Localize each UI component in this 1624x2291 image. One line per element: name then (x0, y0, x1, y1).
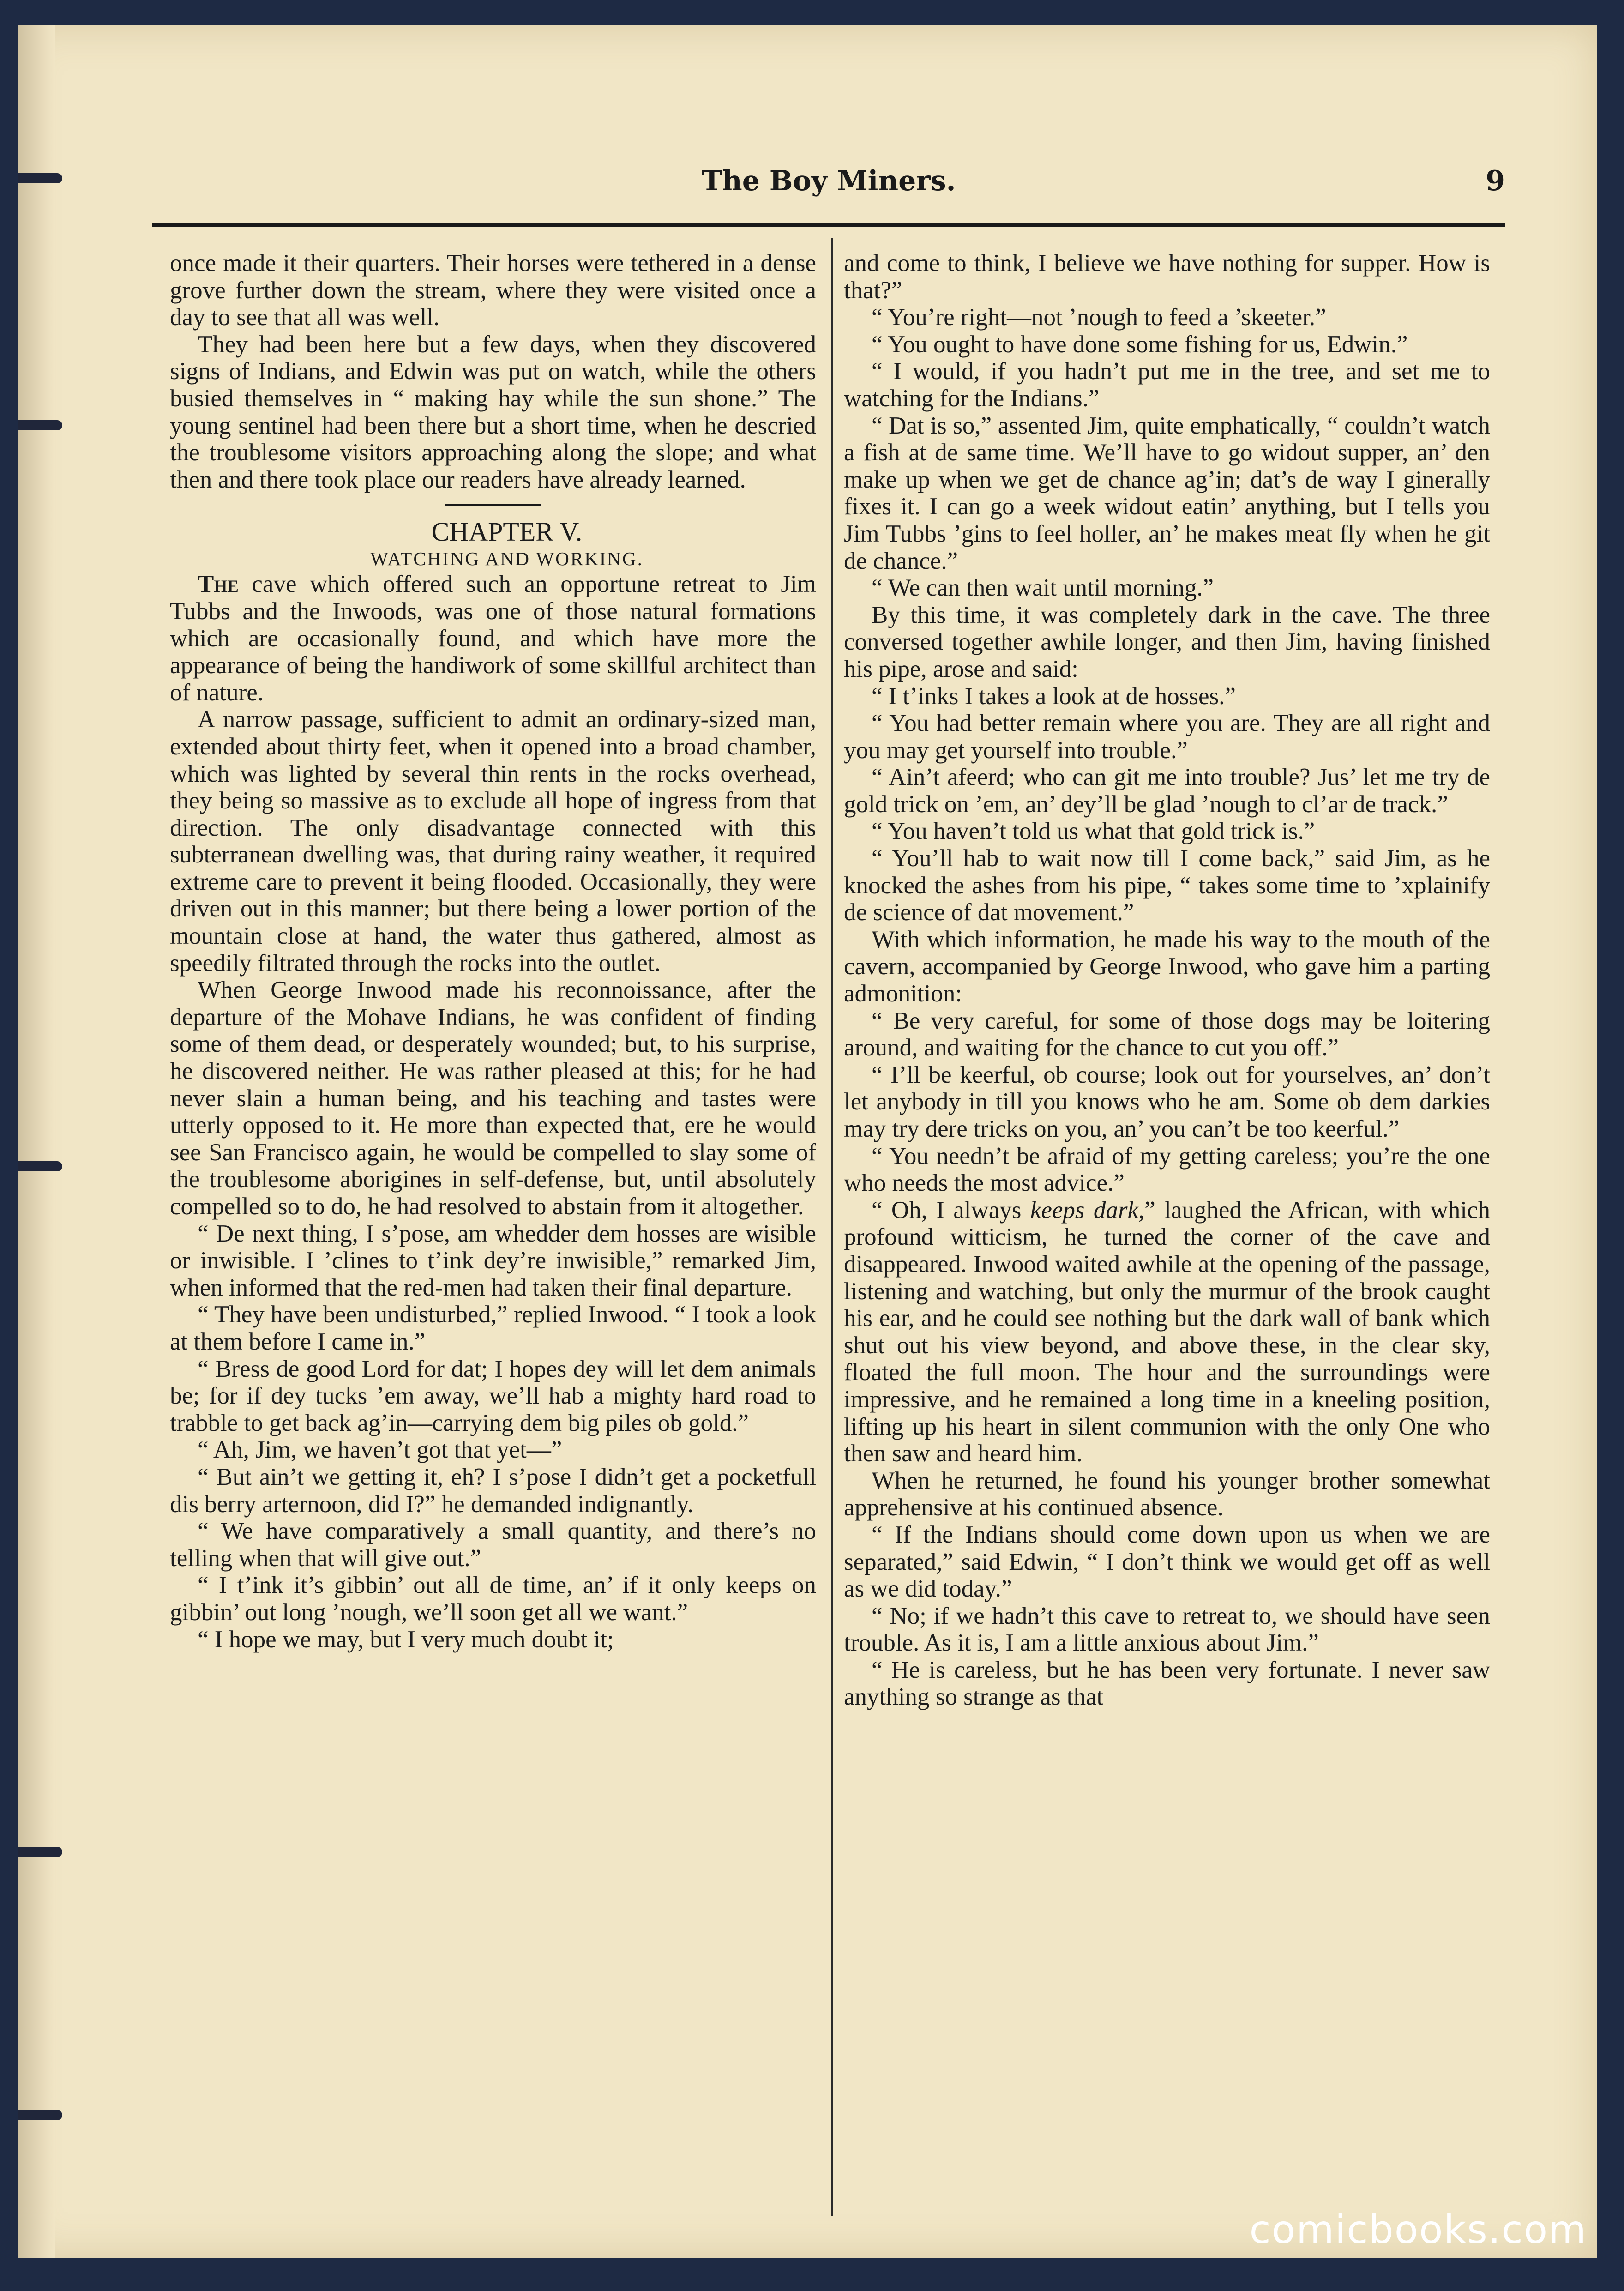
paragraph: “ De next thing, I s’pose, am whedder dem hosses are wisible or inwisible. I ’clines to t’ink dey’re inwisible,” remarked Jim, when informed that the red-men had taken their final departure. (170, 1220, 816, 1301)
paragraph: “ Be very careful, for some of those dogs may be loitering around, and waiting for the chance to cut you off.” (844, 1007, 1490, 1061)
paragraph: “ You’re right—not ’nough to feed a ’skeeter.” (872, 304, 1326, 331)
staple (18, 1847, 62, 1857)
staple (18, 1161, 62, 1171)
paragraph: With which information, he made his way to the mouth of the cavern, accompanied by George Inwood, who gave him a parting admonition: (844, 926, 1490, 1007)
paragraph: When George Inwood made his reconnoissance, after the departure of the Mohave Indians, he was confident of finding some of them dead, or desperately wounded; but, to his surprise, he discovered neither. He was rather pleased at this; for he had never slain a human being, and his teaching and tastes were utterly opposed to it. He more than expected that, ere he would see San Francisco again, he would be compelled to slay some of the troublesome aborigines in self-defense, but, until absolutely compelled so to do, he had resolved to abstain from it altogether. (170, 977, 816, 1220)
paragraph (844, 1197, 1490, 1467)
paragraph: They had been here but a few days, when they discovered signs of Indians, and Edwin was put on watch, while the others busied themselves in “ making hay while the sun shone.” The young sentinel had been there but a short time, when he descried the troublesome visitors approaching along the slope; and what then and there took place our readers have already learned. (170, 331, 816, 493)
paragraph: and come to think, I believe we have nothing for supper. How is that?” (844, 250, 1490, 304)
paragraph: “ You haven’t told us what that gold trick is.” (872, 818, 1315, 845)
paragraph: “ No; if we hadn’t this cave to retreat to, we should have seen trouble. As it is, I am a little anxious about Jim.” (844, 1602, 1490, 1657)
left-column (170, 250, 816, 2217)
paragraph-text: ,” laughed the African, with which profound witticism, he turned the corner of the cave and disappeared. Inwood waited awhile at the opening of the passage, listening and watching, but only the murmur of the brook caught his ear, and he could see nothing but the dark wall of bank which shut out his view beyond, and above these, in the clear sky, floated the full moon. The hour and the surroundings were impressive, and he remained a long time in a kneeling position, lifting up his heart in silent communion with the only One who then saw and heard him. (844, 1196, 1490, 1467)
paragraph: When he returned, he found his younger brother somewhat apprehensive at his continued absence. (844, 1467, 1490, 1521)
paragraph (170, 571, 816, 706)
paragraph: “ I hope we may, but I very much doubt it; (198, 1626, 614, 1653)
paragraph: A narrow passage, sufficient to admit an ordinary-sized man, extended about thirty feet, when it opened into a broad chamber, which was lighted by several thin rents in the rocks overhead, they being so massive as to exclude all hope of ingress from that direction. The only disadvantage connected with this subterranean dwelling was, that during rainy weather, it required extreme care to prevent it being flooded. Occasionally, they were driven out in this manner; but there being a lower portion of the mountain close at hand, the water thus gathered, almost as speedily filtrated through the rocks into the outlet. (170, 706, 816, 977)
paragraph: “ I’ll be keerful, ob course; look out for yourselves, an’ don’t let anybody in till you knows who he am. Some ob dem darkies may try dere tricks on you, an’ you can’t be too keerful.” (844, 1061, 1490, 1142)
running-header (152, 159, 1505, 215)
paragraph: “ Ain’t afeerd; who can git me into trouble? Jus’ let me try de gold trick on ’em, an’ dey’ll be glad ’nough to cl’ar de track.” (844, 764, 1490, 818)
chapter-subtitle: WATCHING AND WORKING. (370, 548, 644, 570)
column-divider (831, 238, 833, 2216)
paragraph: “ We have comparatively a small quantity, and there’s no telling when that will give out.” (170, 1518, 816, 1572)
italic-phrase: keeps dark (1030, 1196, 1138, 1224)
paragraph: “ We can then wait until morning.” (872, 574, 1214, 602)
staple (18, 2110, 62, 2120)
page-number: 9 (1486, 165, 1505, 197)
site-watermark: comicbooks.com (1249, 2207, 1587, 2252)
staple (18, 420, 62, 430)
paragraph: “ You’ll hab to wait now till I come back,” said Jim, as he knocked the ashes from his pipe, “ takes some time to ’xplainify de science of dat movement.” (844, 845, 1490, 926)
paragraph: “ I would, if you hadn’t put me in the tree, and set me to watching for the Indians.” (844, 358, 1490, 412)
paragraph-text: “ Oh, I always (872, 1196, 1030, 1224)
right-column (844, 250, 1490, 2217)
paragraph: “ Ah, Jim, we haven’t got that yet—” (198, 1436, 562, 1464)
paragraph: “ But ain’t we getting it, eh? I s’pose I didn’t get a pocketfull dis berry arternoon, did I?” he demanded indignantly. (170, 1463, 816, 1518)
chapter-lead-word: The (198, 571, 239, 598)
paragraph: “ If the Indians should come down upon us when we are separated,” said Edwin, “ I don’t think we would get off as well as we did today.” (844, 1521, 1490, 1603)
header-rule (152, 223, 1505, 227)
paragraph: “ I t’inks I takes a look at de hosses.” (872, 682, 1236, 710)
section-rule (445, 504, 541, 506)
paragraph: once made it their quarters. Their horses were tethered in a dense grove further down the stream, where they were visited once a day to see that all was well. (170, 250, 816, 331)
paragraph: “ I t’ink it’s gibbin’ out all de time, an’ if it only keeps on gibbin’ out long ’nough, we’ll soon get all we want.” (170, 1572, 816, 1626)
binding-strip (18, 25, 55, 2258)
book-page (18, 25, 1597, 2258)
paragraph: “ Bress de good Lord for dat; I hopes dey will let dem animals be; for if dey tucks ’em away, we’ll hab a mighty hard road to trabble to get back ag’in—carrying dem big piles ob gold.” (170, 1355, 816, 1436)
paragraph: By this time, it was completely dark in the cave. The three conversed together awhile longer, and then Jim, having finished his pipe, arose and said: (844, 601, 1490, 682)
chapter-title: CHAPTER V. (431, 517, 583, 547)
paragraph: “ Dat is so,” assented Jim, quite emphatically, “ couldn’t watch a fish at de same time. We’ll have to go widout supper, an’ den make up when we get de chance ag’in; dat’s de way I ginerally fixes it. I can go a week widout eatin’ anything, but I tells you Jim Tubbs ’gins to feel holler, an’ he makes meat fly when he git de chance.” (844, 412, 1490, 574)
paragraph-text: cave which offered such an opportune retreat to Jim Tubbs and the Inwoods, was one of those natural formations which are occasionally found, and which have more the appearance of being the handiwork of some skillful architect than of nature. (170, 571, 816, 706)
paragraph: “ They have been undisturbed,” replied Inwood. “ I took a look at them before I came in.” (170, 1301, 816, 1355)
paragraph: “ You needn’t be afraid of my getting careless; you’re the one who needs the most advice.” (844, 1142, 1490, 1197)
paragraph: “ You ought to have done some fishing for us, Edwin.” (872, 331, 1408, 358)
paragraph: “ He is careless, but he has been very fortunate. I never saw anything so strange as that (844, 1656, 1490, 1711)
running-title: The Boy Miners. (701, 165, 956, 197)
staple (18, 173, 62, 183)
paragraph: “ You had better remain where you are. They are all right and you may get yourself into trouble.” (844, 710, 1490, 764)
